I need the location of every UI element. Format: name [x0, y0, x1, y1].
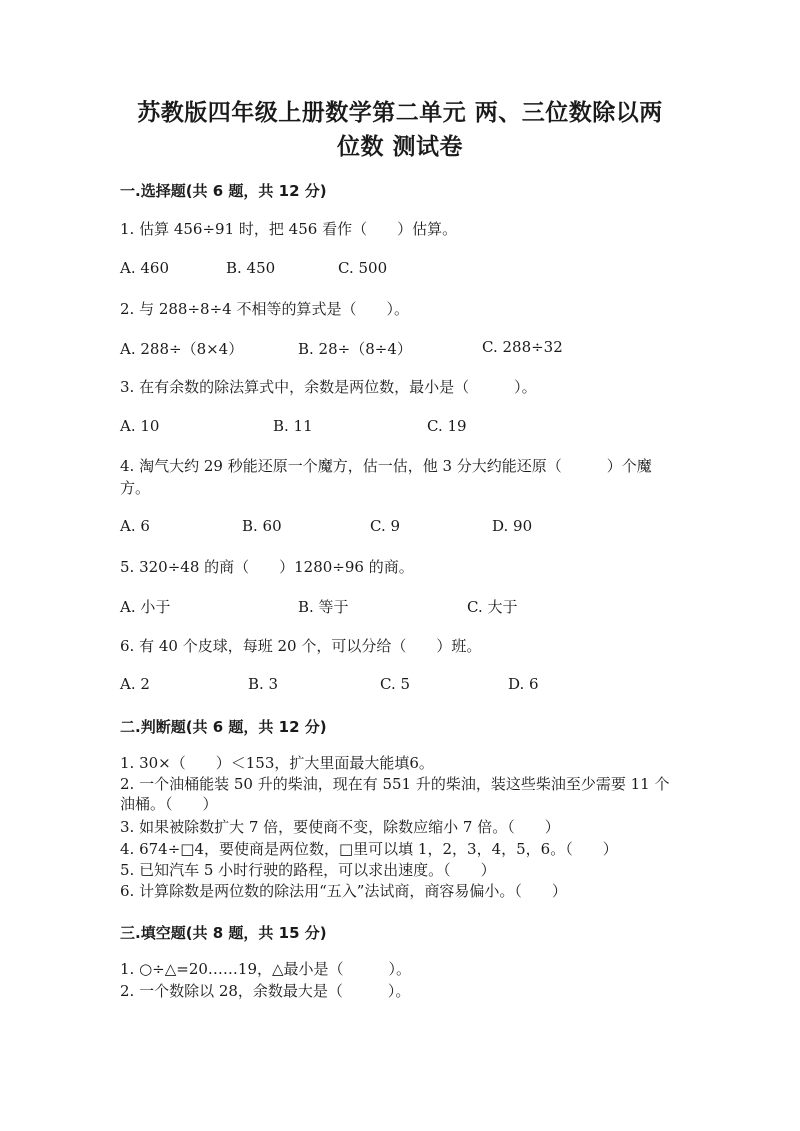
question-3: 3. 在有余数的除法算式中，余数是两位数，最小是（ ）。	[120, 378, 537, 396]
section-heading-choice: 一.选择题(共 6 题，共 12 分)	[120, 182, 327, 200]
question-1-option-a: A. 460	[120, 259, 169, 277]
question-5: 5. 320÷48 的商（ ）1280÷96 的商。	[120, 558, 414, 576]
question-6-option-a: A. 2	[120, 675, 150, 693]
judgement-item-3: 3. 如果被除数扩大 7 倍，要使商不变，除数应缩小 7 倍。（ ）	[120, 818, 560, 836]
judgement-item-6: 6. 计算除数是两位数的除法用“五入”法试商，商容易偏小。（ ）	[120, 882, 567, 900]
question-5-option-c: C. 大于	[467, 598, 518, 616]
question-2-option-c: C. 288÷32	[482, 338, 563, 356]
question-6-option-d: D. 6	[508, 675, 539, 693]
section-heading-fill-blank: 三.填空题(共 8 题，共 15 分)	[120, 924, 327, 942]
question-2: 2. 与 288÷8÷4 不相等的算式是（ ）。	[120, 300, 409, 318]
judgement-item-2: 2. 一个油桶能装 50 升的柴油，现在有 551 升的柴油，装这些柴油至少需要 11 个油桶。（ ）	[120, 775, 670, 813]
question-3-option-c: C. 19	[427, 417, 467, 435]
section-heading-judgement: 二.判断题(共 6 题，共 12 分)	[120, 718, 327, 736]
question-6: 6. 有 40 个皮球，每班 20 个，可以分给（ ）班。	[120, 637, 482, 655]
question-3-option-b: B. 11	[273, 417, 313, 435]
question-4-option-c: C. 9	[370, 517, 401, 535]
judgement-item-4: 4. 674÷□4，要使商是两位数，□里可以填 1，2，3，4，5，6。（ ）	[120, 840, 618, 858]
question-4-option-b: B. 60	[242, 517, 282, 535]
question-3-option-a: A. 10	[120, 417, 160, 435]
question-5-option-b: B. 等于	[298, 598, 349, 616]
title-line-2: 位数 测试卷	[336, 134, 463, 160]
judgement-item-1: 1. 30×（ ）＜153，扩大里面最大能填6。	[120, 754, 434, 772]
question-5-option-a: A. 小于	[120, 598, 171, 616]
question-4-option-a: A. 6	[120, 517, 150, 535]
question-1-option-c: C. 500	[338, 259, 388, 277]
page-title	[100, 96, 700, 164]
fill-item-2: 2. 一个数除以 28，余数最大是（ ）。	[120, 982, 411, 1000]
question-4: 4. 淘气大约 29 秒能还原一个魔方，估一估，他 3 分大约能还原（ ）个魔方。	[120, 457, 652, 497]
question-1-option-b: B. 450	[226, 259, 276, 277]
question-6-option-b: B. 3	[248, 675, 279, 693]
question-2-option-a: A. 288÷（8×4）	[120, 340, 244, 358]
question-2-option-b: B. 28÷（8÷4）	[298, 340, 412, 358]
fill-item-1: 1. ○÷△=20……19，△最小是（ ）。	[120, 960, 412, 978]
judgement-item-5: 5. 已知汽车 5 小时行驶的路程，可以求出速度。（ ）	[120, 861, 496, 879]
question-4-option-d: D. 90	[492, 517, 533, 535]
question-1: 1. 估算 456÷91 时，把 456 看作（ ）估算。	[120, 220, 458, 238]
title-line-1: 苏教版四年级上册数学第二单元 两、三位数除以两	[137, 100, 663, 126]
question-6-option-c: C. 5	[380, 675, 411, 693]
